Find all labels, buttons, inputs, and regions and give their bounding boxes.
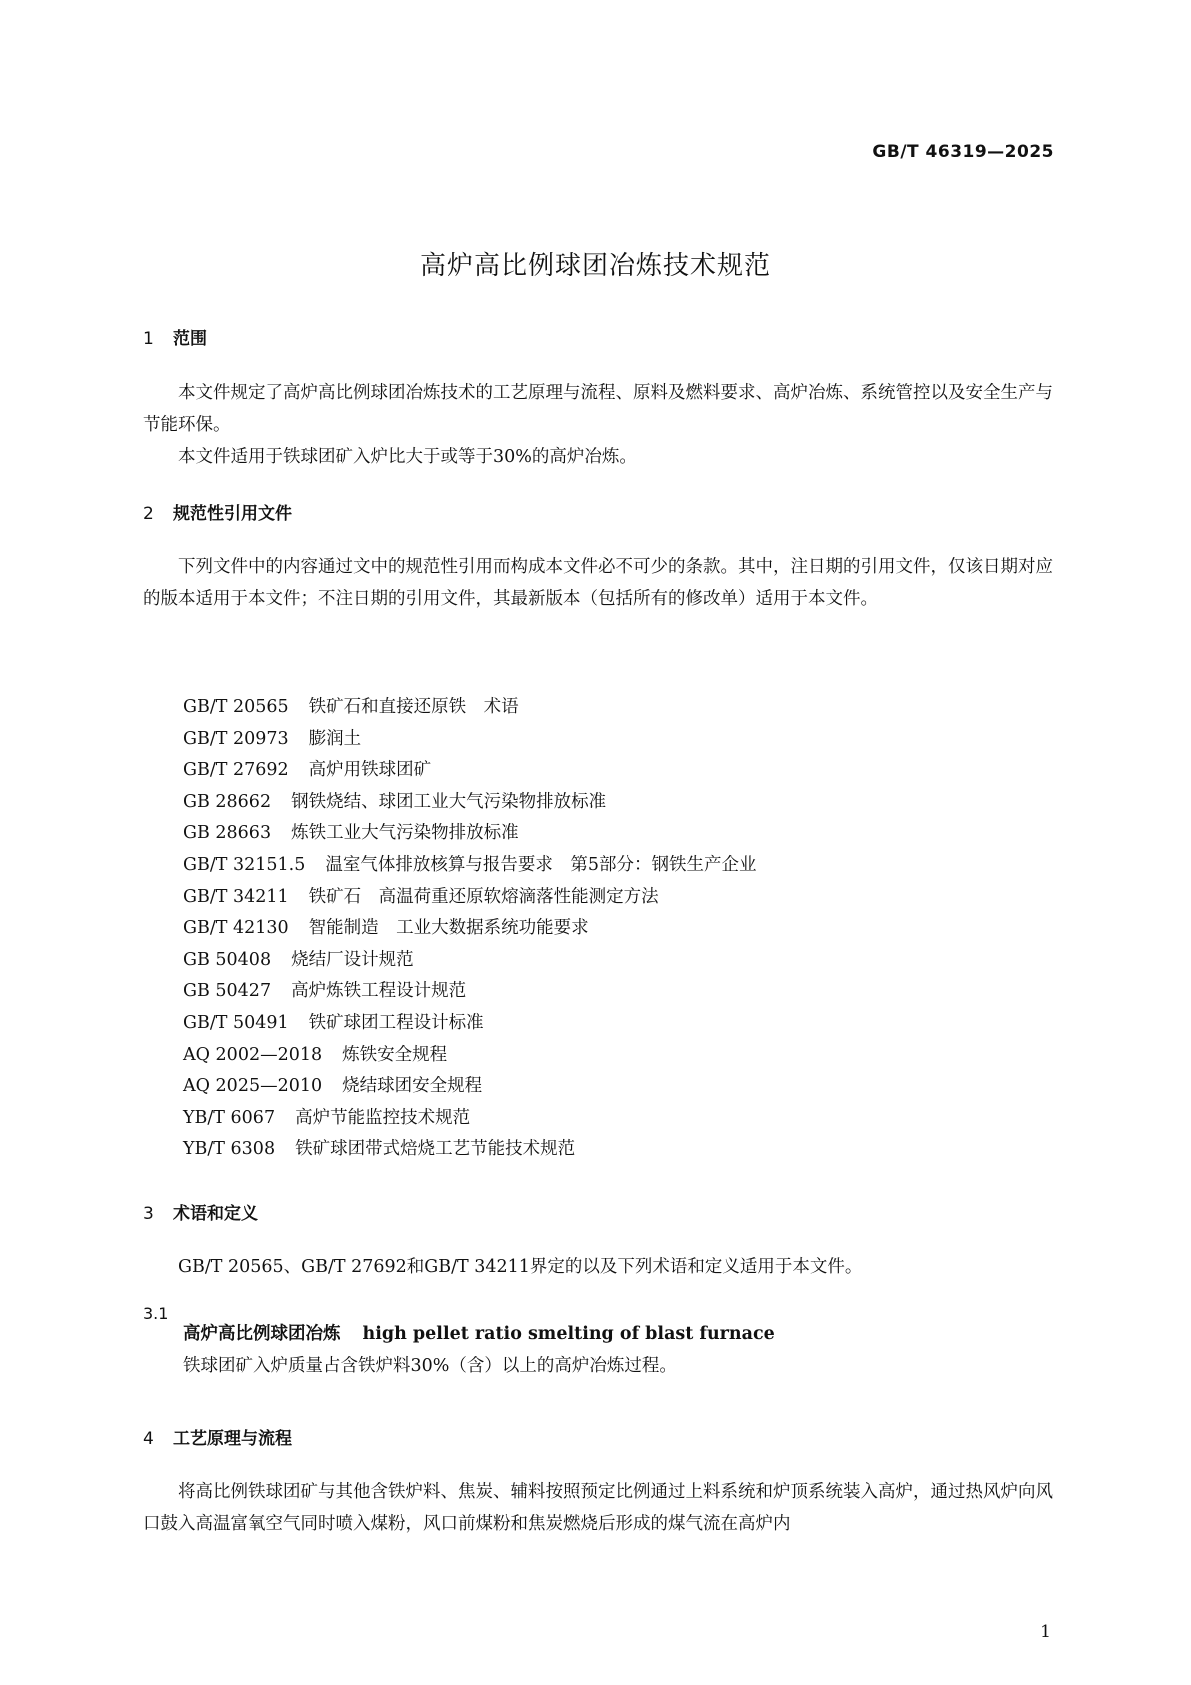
- section-4-paragraph: 将高比例铁球团矿与其他含铁炉料、焦炭、辅料按照预定比例通过上料系统和炉顶系统装入高炉，通过热风炉向风口鼓入高温富氧空气同时喷入煤粉，风口前煤粉和焦炭燃烧后形成的煤气流在高炉内: [143, 1482, 1053, 1534]
- reference-title: 高炉用铁球团矿: [308, 760, 432, 781]
- section-1-paragraph-1: 本文件规定了高炉高比例球团冶炼技术的工艺原理与流程、原料及燃料要求、高炉冶炼、系统管控以及安全生产与节能环保。: [143, 383, 1053, 435]
- section-1-heading: [143, 324, 207, 349]
- section-4-title: 工艺原理与流程: [173, 1429, 292, 1449]
- list-item: [183, 882, 756, 914]
- reference-code: GB/T 20565: [183, 697, 289, 717]
- section-3-heading: [143, 1199, 258, 1224]
- list-item: [183, 1040, 756, 1072]
- reference-title: 铁矿球团工程设计标准: [308, 1012, 484, 1033]
- reference-code: GB/T 27692: [183, 760, 289, 781]
- reference-title: 高炉炼铁工程设计规范: [291, 981, 467, 1002]
- reference-code: AQ 2002—2018: [183, 1044, 323, 1065]
- reference-title: 炼铁工业大气污染物排放标准: [291, 823, 519, 844]
- list-item: [183, 818, 756, 850]
- reference-title: 铁矿球团带式焙烧工艺节能技术规范: [295, 1139, 576, 1160]
- reference-code: GB 50408: [183, 949, 272, 970]
- list-item: [183, 1071, 756, 1103]
- document-title: 高炉高比例球团冶炼技术规范: [419, 251, 771, 281]
- section-1-number: 1: [143, 329, 154, 349]
- list-item: [183, 692, 756, 724]
- reference-title: 高炉节能监控技术规范: [295, 1107, 471, 1128]
- reference-code: GB 50427: [183, 981, 272, 1002]
- reference-code: GB/T 50491: [183, 1012, 289, 1033]
- term-number: 3.1: [143, 1304, 169, 1323]
- term-heading: [183, 1320, 775, 1345]
- reference-code: AQ 2025—2010: [183, 1076, 323, 1097]
- section-3-intro: GB/T 20565、GB/T 27692和GB/T 34211界定的以及下列术语和定义适用于本文件。: [178, 1257, 863, 1277]
- reference-title: 烧结厂设计规范: [291, 949, 414, 970]
- list-item: [183, 850, 756, 882]
- reference-title: 炼铁安全规程: [342, 1044, 448, 1065]
- reference-list: [183, 692, 756, 1166]
- term-name-zh: 高炉高比例球团冶炼: [183, 1324, 341, 1344]
- page-number: 1: [1040, 1622, 1051, 1642]
- section-4-number: 4: [143, 1429, 154, 1449]
- reference-title: 温室气体排放核算与报告要求 第5部分：钢铁生产企业: [325, 854, 757, 875]
- section-2-title: 规范性引用文件: [173, 504, 292, 524]
- standard-code: GB/T 46319—2025: [872, 142, 1054, 162]
- reference-code: GB/T 20973: [183, 728, 289, 749]
- list-item: [183, 976, 756, 1008]
- term-name-en: high pellet ratio smelting of blast furnace: [362, 1324, 775, 1344]
- reference-title: 铁矿石 高温荷重还原软熔滴落性能测定方法: [308, 886, 659, 907]
- term-definition: 铁球团矿入炉质量占含铁炉料30%（含）以上的高炉冶炼过程。: [183, 1356, 677, 1376]
- section-2-heading: [143, 499, 292, 524]
- section-2-number: 2: [143, 504, 154, 524]
- reference-title: 铁矿石和直接还原铁 术语: [308, 697, 519, 717]
- section-3-title: 术语和定义: [173, 1204, 258, 1224]
- reference-code: GB/T 32151.5: [183, 854, 306, 875]
- list-item: [183, 787, 756, 819]
- list-item: [183, 945, 756, 977]
- reference-title: 烧结球团安全规程: [342, 1076, 483, 1097]
- list-item: [183, 1103, 756, 1135]
- reference-title: 智能制造 工业大数据系统功能要求: [308, 918, 589, 939]
- section-1-paragraph-2: 本文件适用于铁球团矿入炉比大于或等于30%的高炉冶炼。: [178, 447, 637, 467]
- list-item: [183, 755, 756, 787]
- list-item: [183, 1134, 756, 1166]
- section-3-number: 3: [143, 1204, 154, 1224]
- reference-title: 膨润土: [308, 728, 362, 749]
- list-item: [183, 913, 756, 945]
- section-1-title: 范围: [173, 329, 207, 349]
- reference-code: GB/T 34211: [183, 886, 289, 907]
- reference-code: GB 28663: [183, 823, 272, 844]
- list-item: [183, 724, 756, 756]
- reference-code: GB/T 42130: [183, 918, 289, 939]
- reference-title: 钢铁烧结、球团工业大气污染物排放标准: [291, 791, 607, 812]
- reference-code: GB 28662: [183, 791, 272, 812]
- reference-code: YB/T 6308: [183, 1139, 276, 1160]
- list-item: [183, 1008, 756, 1040]
- reference-code: YB/T 6067: [183, 1107, 276, 1128]
- section-4-heading: [143, 1424, 292, 1449]
- section-2-intro: 下列文件中的内容通过文中的规范性引用而构成本文件必不可少的条款。其中，注日期的引用文件，仅该日期对应的版本适用于本文件；不注日期的引用文件，其最新版本（包括所有的修改单）适用于本文件。: [143, 557, 1053, 609]
